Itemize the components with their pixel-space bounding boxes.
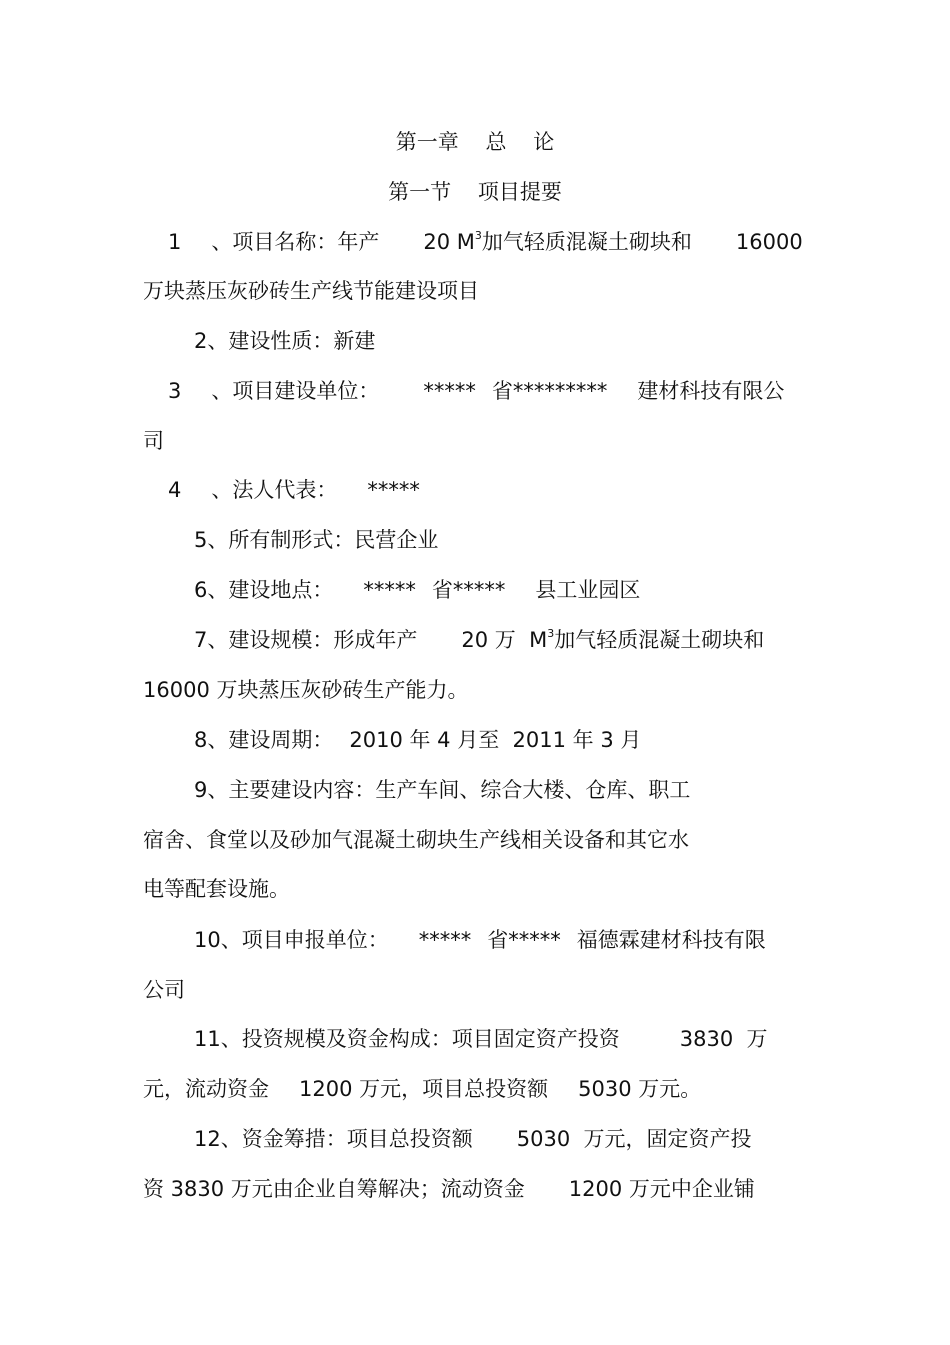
item-1-number: 1	[168, 230, 182, 254]
item-3-part-a: *****	[423, 379, 476, 403]
item-11-label: 11、投资规模及资金构成：项目固定资产投资	[194, 1027, 620, 1051]
item-3-part-b: 省*********	[491, 379, 608, 403]
item-12-line-2-part-b: 1200 万元中企业铺	[568, 1177, 755, 1201]
item-3-label: 、项目建设单位：	[211, 379, 380, 403]
item-4	[168, 475, 420, 505]
item-11-amount: 3830 万	[679, 1027, 768, 1051]
item-9-line-3: 电等配套设施。	[143, 877, 290, 901]
item-1-label: 、项目名称：年产	[211, 230, 380, 254]
item-10-label: 10、项目申报单位：	[194, 928, 389, 952]
item-1-superscript: 3	[474, 229, 482, 242]
item-7-quantity: 20 万 M	[461, 628, 548, 652]
item-5: 5、所有制形式：民营企业	[194, 528, 439, 552]
item-9-line-2: 宿舍、食堂以及砂加气混凝土砌块生产线相关设备和其它水	[143, 828, 689, 852]
item-1-line-2: 万块蒸压灰砂砖生产线节能建设项目	[143, 279, 479, 303]
item-6	[194, 575, 640, 605]
item-8-value: 2010 年 4 月至 2011 年 3 月	[349, 728, 642, 752]
item-7-line-1	[194, 625, 764, 655]
item-2: 2、建设性质：新建	[194, 329, 376, 353]
item-7-label: 7、建设规模：形成年产	[194, 628, 418, 652]
item-3-line-1	[168, 376, 784, 406]
item-6-part-a: *****	[363, 578, 416, 602]
item-3-part-c: 建材科技有限公	[637, 379, 785, 403]
item-7-text: 加气轻质混凝土砌块和	[554, 628, 765, 652]
item-3-line-2: 司	[143, 429, 164, 453]
item-10-part-c: 福德霖建材科技有限	[576, 928, 766, 952]
item-4-number: 4	[168, 478, 182, 502]
item-11-line-2-part-a: 元，流动资金	[143, 1077, 269, 1101]
item-1-number-2: 16000	[735, 230, 803, 254]
item-8-label: 8、建设周期：	[194, 728, 334, 752]
chapter-title: 第一章 总 论	[395, 130, 555, 154]
item-1-line-1	[168, 227, 803, 257]
item-12-line-1	[194, 1124, 752, 1154]
item-11-line-2-part-c: 5030 万元。	[578, 1077, 702, 1101]
item-12-line-2-part-a: 资 3830 万元由企业自筹解决；流动资金	[143, 1177, 525, 1201]
item-8	[194, 725, 641, 755]
item-4-label: 、法人代表：	[211, 478, 338, 502]
item-3-number: 3	[168, 379, 182, 403]
item-9-line-1: 9、主要建设内容：生产车间、综合大楼、仓库、职工	[194, 778, 691, 802]
item-11-line-2-part-b: 1200 万元，项目总投资额	[299, 1077, 549, 1101]
item-12-line-2	[143, 1174, 755, 1204]
item-1-text: 加气轻质混凝土砌块和	[481, 230, 692, 254]
item-6-part-b: 省*****	[431, 578, 506, 602]
item-12-amount: 5030 万元，固定资产投	[516, 1127, 752, 1151]
item-10-line-1	[194, 925, 766, 955]
item-6-part-c: 县工业园区	[535, 578, 641, 602]
item-7-line-2: 16000 万块蒸压灰砂砖生产能力。	[143, 678, 469, 702]
item-4-value: *****	[367, 478, 420, 502]
item-6-label: 6、建设地点：	[194, 578, 334, 602]
item-11-line-1	[194, 1024, 768, 1054]
item-10-part-a: *****	[418, 928, 472, 952]
item-10-part-b: 省*****	[487, 928, 561, 952]
item-10-line-2: 公司	[143, 978, 185, 1002]
item-7-superscript: 3	[547, 627, 555, 640]
item-1-quantity: 20 M	[423, 230, 475, 254]
section-title: 第一节 项目提要	[388, 180, 562, 204]
item-12-label: 12、资金筹措：项目总投资额	[194, 1127, 473, 1151]
item-11-line-2	[143, 1074, 701, 1104]
